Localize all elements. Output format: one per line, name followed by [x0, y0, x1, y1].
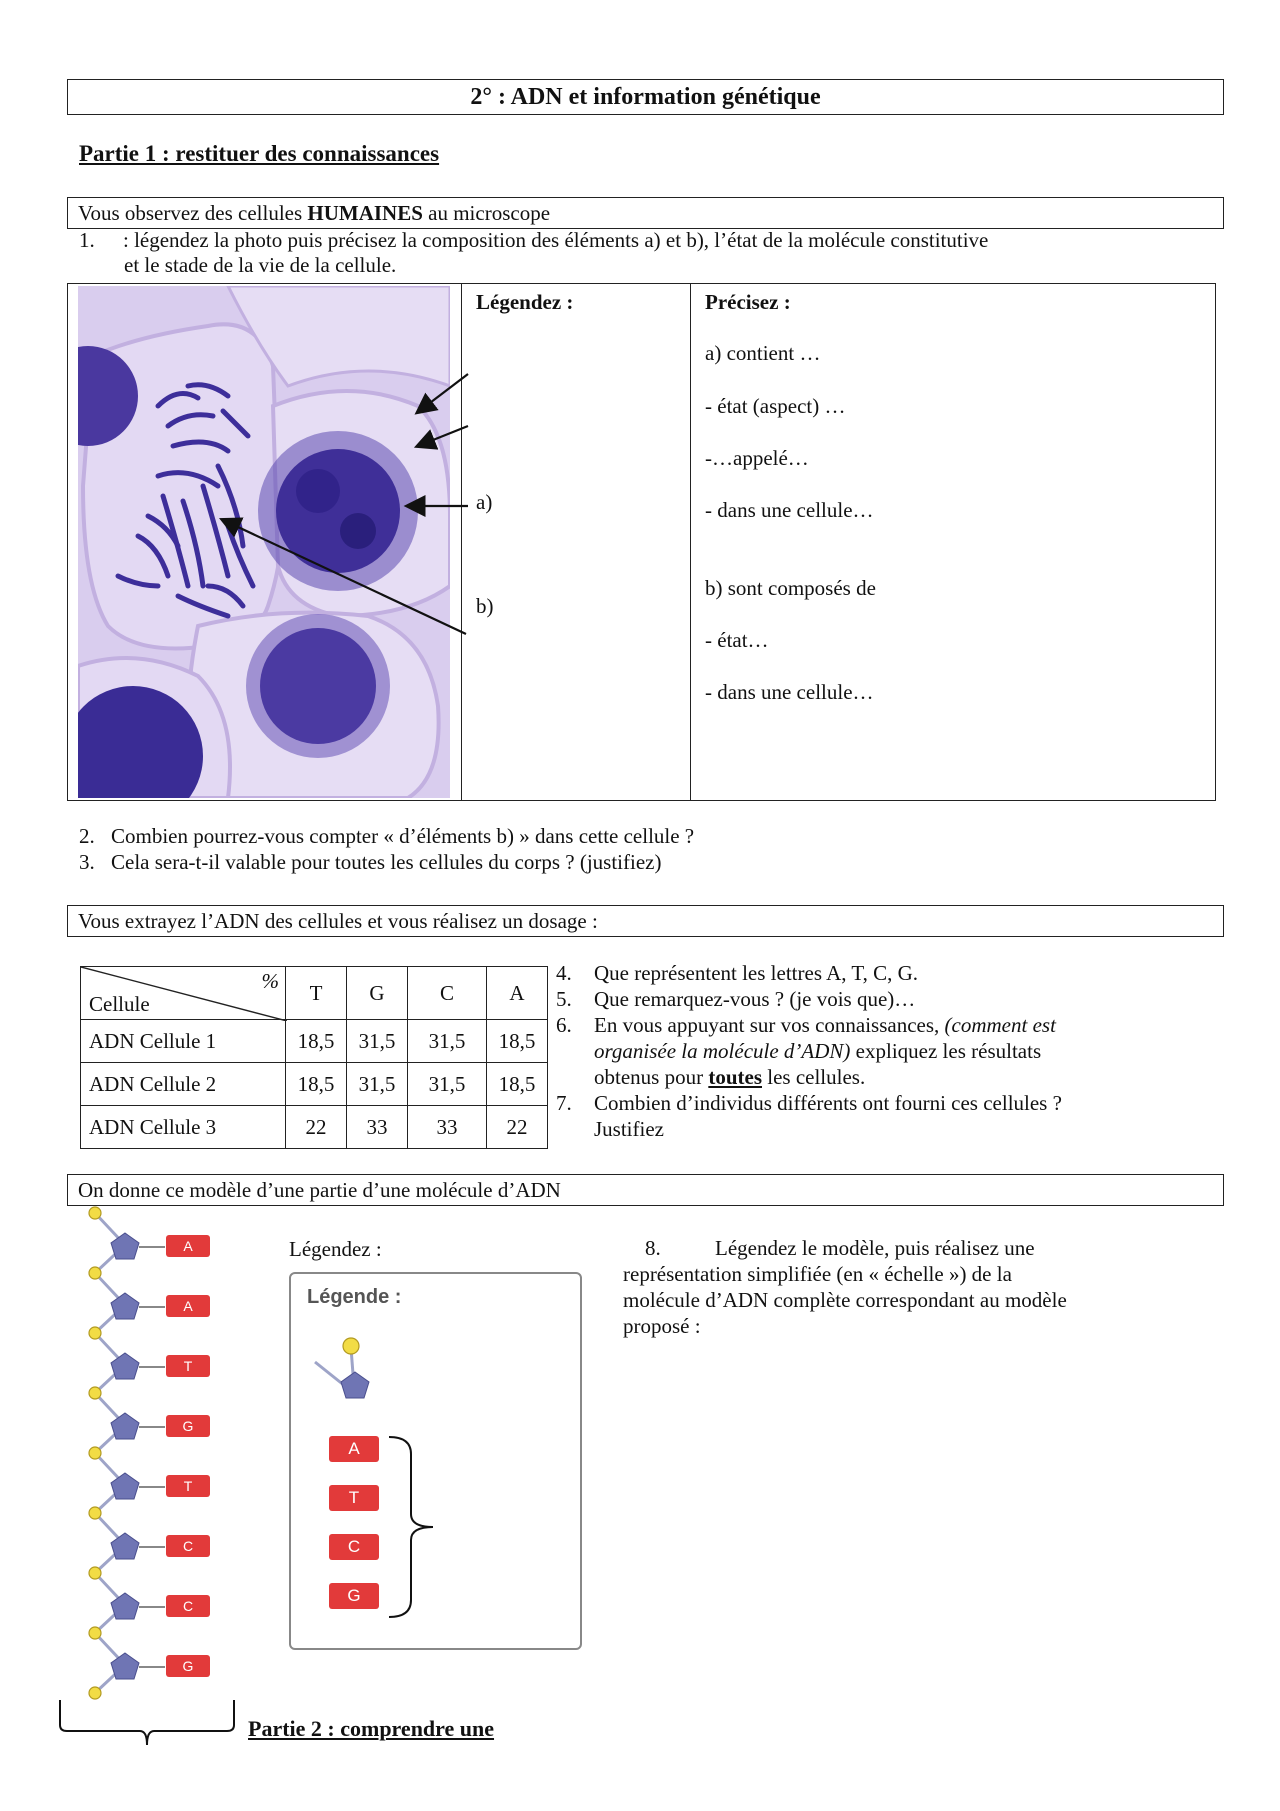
question-7 — [556, 1091, 1062, 1116]
table-cell: 33 — [408, 1106, 487, 1149]
table-cell: 22 — [286, 1106, 347, 1149]
q1-number: 1. — [79, 228, 95, 252]
table-cell: 31,5 — [347, 1063, 408, 1106]
legend-base: T — [329, 1485, 379, 1511]
column-header: C — [408, 967, 487, 1020]
q3-number: 3. — [79, 850, 95, 874]
question-5 — [556, 987, 915, 1012]
strand-base: G — [166, 1655, 210, 1677]
precise-heading: Précisez : — [705, 290, 791, 314]
legend-base: G — [329, 1583, 379, 1609]
q4-number: 4. — [556, 961, 572, 985]
q1-line1: : légendez la photo puis précisez la composition des éléments a) et b), l’état de la molécule constitutive — [123, 228, 989, 252]
precise-line: -…appelé… — [705, 446, 809, 470]
nucleotide-legend-icon — [311, 1334, 381, 1414]
strand-base: A — [166, 1235, 210, 1257]
strand-base: T — [166, 1355, 210, 1377]
q3-text: Cela sera-t-il valable pour toutes les cellules du corps ? (justifiez) — [111, 850, 662, 874]
legend-base: C — [329, 1534, 379, 1560]
q8-line4: proposé : — [623, 1314, 701, 1338]
precise-line: - dans une cellule… — [705, 498, 874, 522]
q6-number: 6. — [556, 1013, 572, 1037]
legend-base: A — [329, 1436, 379, 1462]
q6-text-g: les cellules. — [762, 1065, 866, 1089]
row-label: ADN Cellule 2 — [81, 1063, 286, 1106]
table-cell: 31,5 — [347, 1020, 408, 1063]
section3-intro: On donne ce modèle d’une partie d’une molécule d’ADN — [67, 1174, 1224, 1206]
q8-line2: représentation simplifiée (en « échelle ») de la — [623, 1262, 1012, 1286]
precise-line: a) contient … — [705, 341, 821, 365]
q6-italic-b: (comment est — [944, 1013, 1056, 1037]
table-cell: 33 — [347, 1106, 408, 1149]
q7-line1: Combien d’individus différents ont fourni ces cellules ? — [594, 1091, 1062, 1115]
corner-bottom: Cellule — [89, 992, 150, 1016]
q5-text: Que remarquez-vous ? (je vois que)… — [594, 987, 916, 1011]
question-8 — [623, 1236, 1035, 1261]
q8-number: 8. — [645, 1236, 661, 1260]
q6-text-d: expliquez les résultats — [850, 1039, 1042, 1063]
row-label: ADN Cellule 3 — [81, 1106, 286, 1149]
q6-text-e: obtenus pour — [594, 1065, 709, 1089]
legend-box — [289, 1272, 582, 1650]
q7-line2: Justifiez — [594, 1117, 664, 1141]
table-corner-cell — [81, 967, 286, 1020]
q7-number: 7. — [556, 1091, 572, 1115]
table-row — [81, 1020, 548, 1063]
q6-italic-c: organisée la molécule d’ADN) — [594, 1039, 851, 1063]
section1-intro — [67, 197, 1224, 229]
q8-line1: Légendez le modèle, puis réalisez une — [715, 1236, 1035, 1260]
intro-pre: Vous observez des cellules — [78, 201, 308, 225]
column-header: A — [487, 967, 548, 1020]
question-3 — [79, 850, 661, 875]
precise-line: b) sont composés de — [705, 576, 876, 600]
table-cell: 22 — [487, 1106, 548, 1149]
q1-line2: et le stade de la vie de la cellule. — [124, 253, 397, 277]
dna-strand-model — [55, 1205, 245, 1750]
corner-top: % — [261, 969, 279, 993]
grid-divider-2 — [690, 284, 691, 800]
q6-text-a: En vous appuyant sur vos connaissances, — [594, 1013, 945, 1037]
q2-number: 2. — [79, 824, 95, 848]
table-cell: 18,5 — [286, 1020, 347, 1063]
part2-heading: Partie 2 : comprendre une — [248, 1716, 495, 1741]
question-4 — [556, 961, 918, 986]
question-2 — [79, 824, 694, 849]
part1-heading: Partie 1 : restituer des connaissances — [79, 141, 440, 166]
strand-base: G — [166, 1415, 210, 1437]
arrow-b — [218, 514, 468, 664]
dosage-table — [80, 966, 548, 1149]
table-row — [81, 1063, 548, 1106]
section2-intro: Vous extrayez l’ADN des cellules et vous réalisez un dosage : — [67, 905, 1224, 937]
legend-brace — [387, 1434, 443, 1620]
label-b: b) — [476, 594, 494, 618]
column-header: T — [286, 967, 347, 1020]
table-cell: 31,5 — [408, 1020, 487, 1063]
question-6-line3 — [594, 1065, 865, 1090]
q4-text: Que représentent les lettres A, T, C, G. — [594, 961, 919, 985]
question-6-line2 — [594, 1039, 1041, 1064]
q8-line3: molécule d’ADN complète correspondant au modèle — [623, 1288, 1067, 1312]
q5-number: 5. — [556, 987, 572, 1011]
question-1 — [79, 228, 988, 253]
strand-base: A — [166, 1295, 210, 1317]
strand-base: C — [166, 1595, 210, 1617]
column-header: G — [347, 967, 408, 1020]
table-cell: 18,5 — [487, 1063, 548, 1106]
row-label: ADN Cellule 1 — [81, 1020, 286, 1063]
page-title: 2° : ADN et information génétique — [67, 79, 1224, 115]
q2-text: Combien pourrez-vous compter « d’éléments b) » dans cette cellule ? — [111, 824, 695, 848]
intro-bold: HUMAINES — [307, 201, 423, 225]
label-a: a) — [476, 490, 493, 514]
intro-post: au microscope — [422, 201, 551, 225]
precise-line: - dans une cellule… — [705, 680, 874, 704]
legend-heading: Légendez : — [476, 290, 574, 314]
microscope-grid — [67, 283, 1216, 801]
table-cell: 18,5 — [487, 1020, 548, 1063]
precise-line: - état (aspect) … — [705, 394, 846, 418]
legend-box-title: Légende : — [307, 1286, 402, 1308]
question-6 — [556, 1013, 1216, 1038]
strand-base: C — [166, 1535, 210, 1557]
table-header-row — [81, 967, 548, 1020]
table-cell: 31,5 — [408, 1063, 487, 1106]
legendez-label: Légendez : — [289, 1237, 382, 1261]
table-cell: 18,5 — [286, 1063, 347, 1106]
precise-line: - état… — [705, 628, 769, 652]
strand-base: T — [166, 1475, 210, 1497]
q6-bold-f: toutes — [708, 1065, 762, 1089]
table-row — [81, 1106, 548, 1149]
